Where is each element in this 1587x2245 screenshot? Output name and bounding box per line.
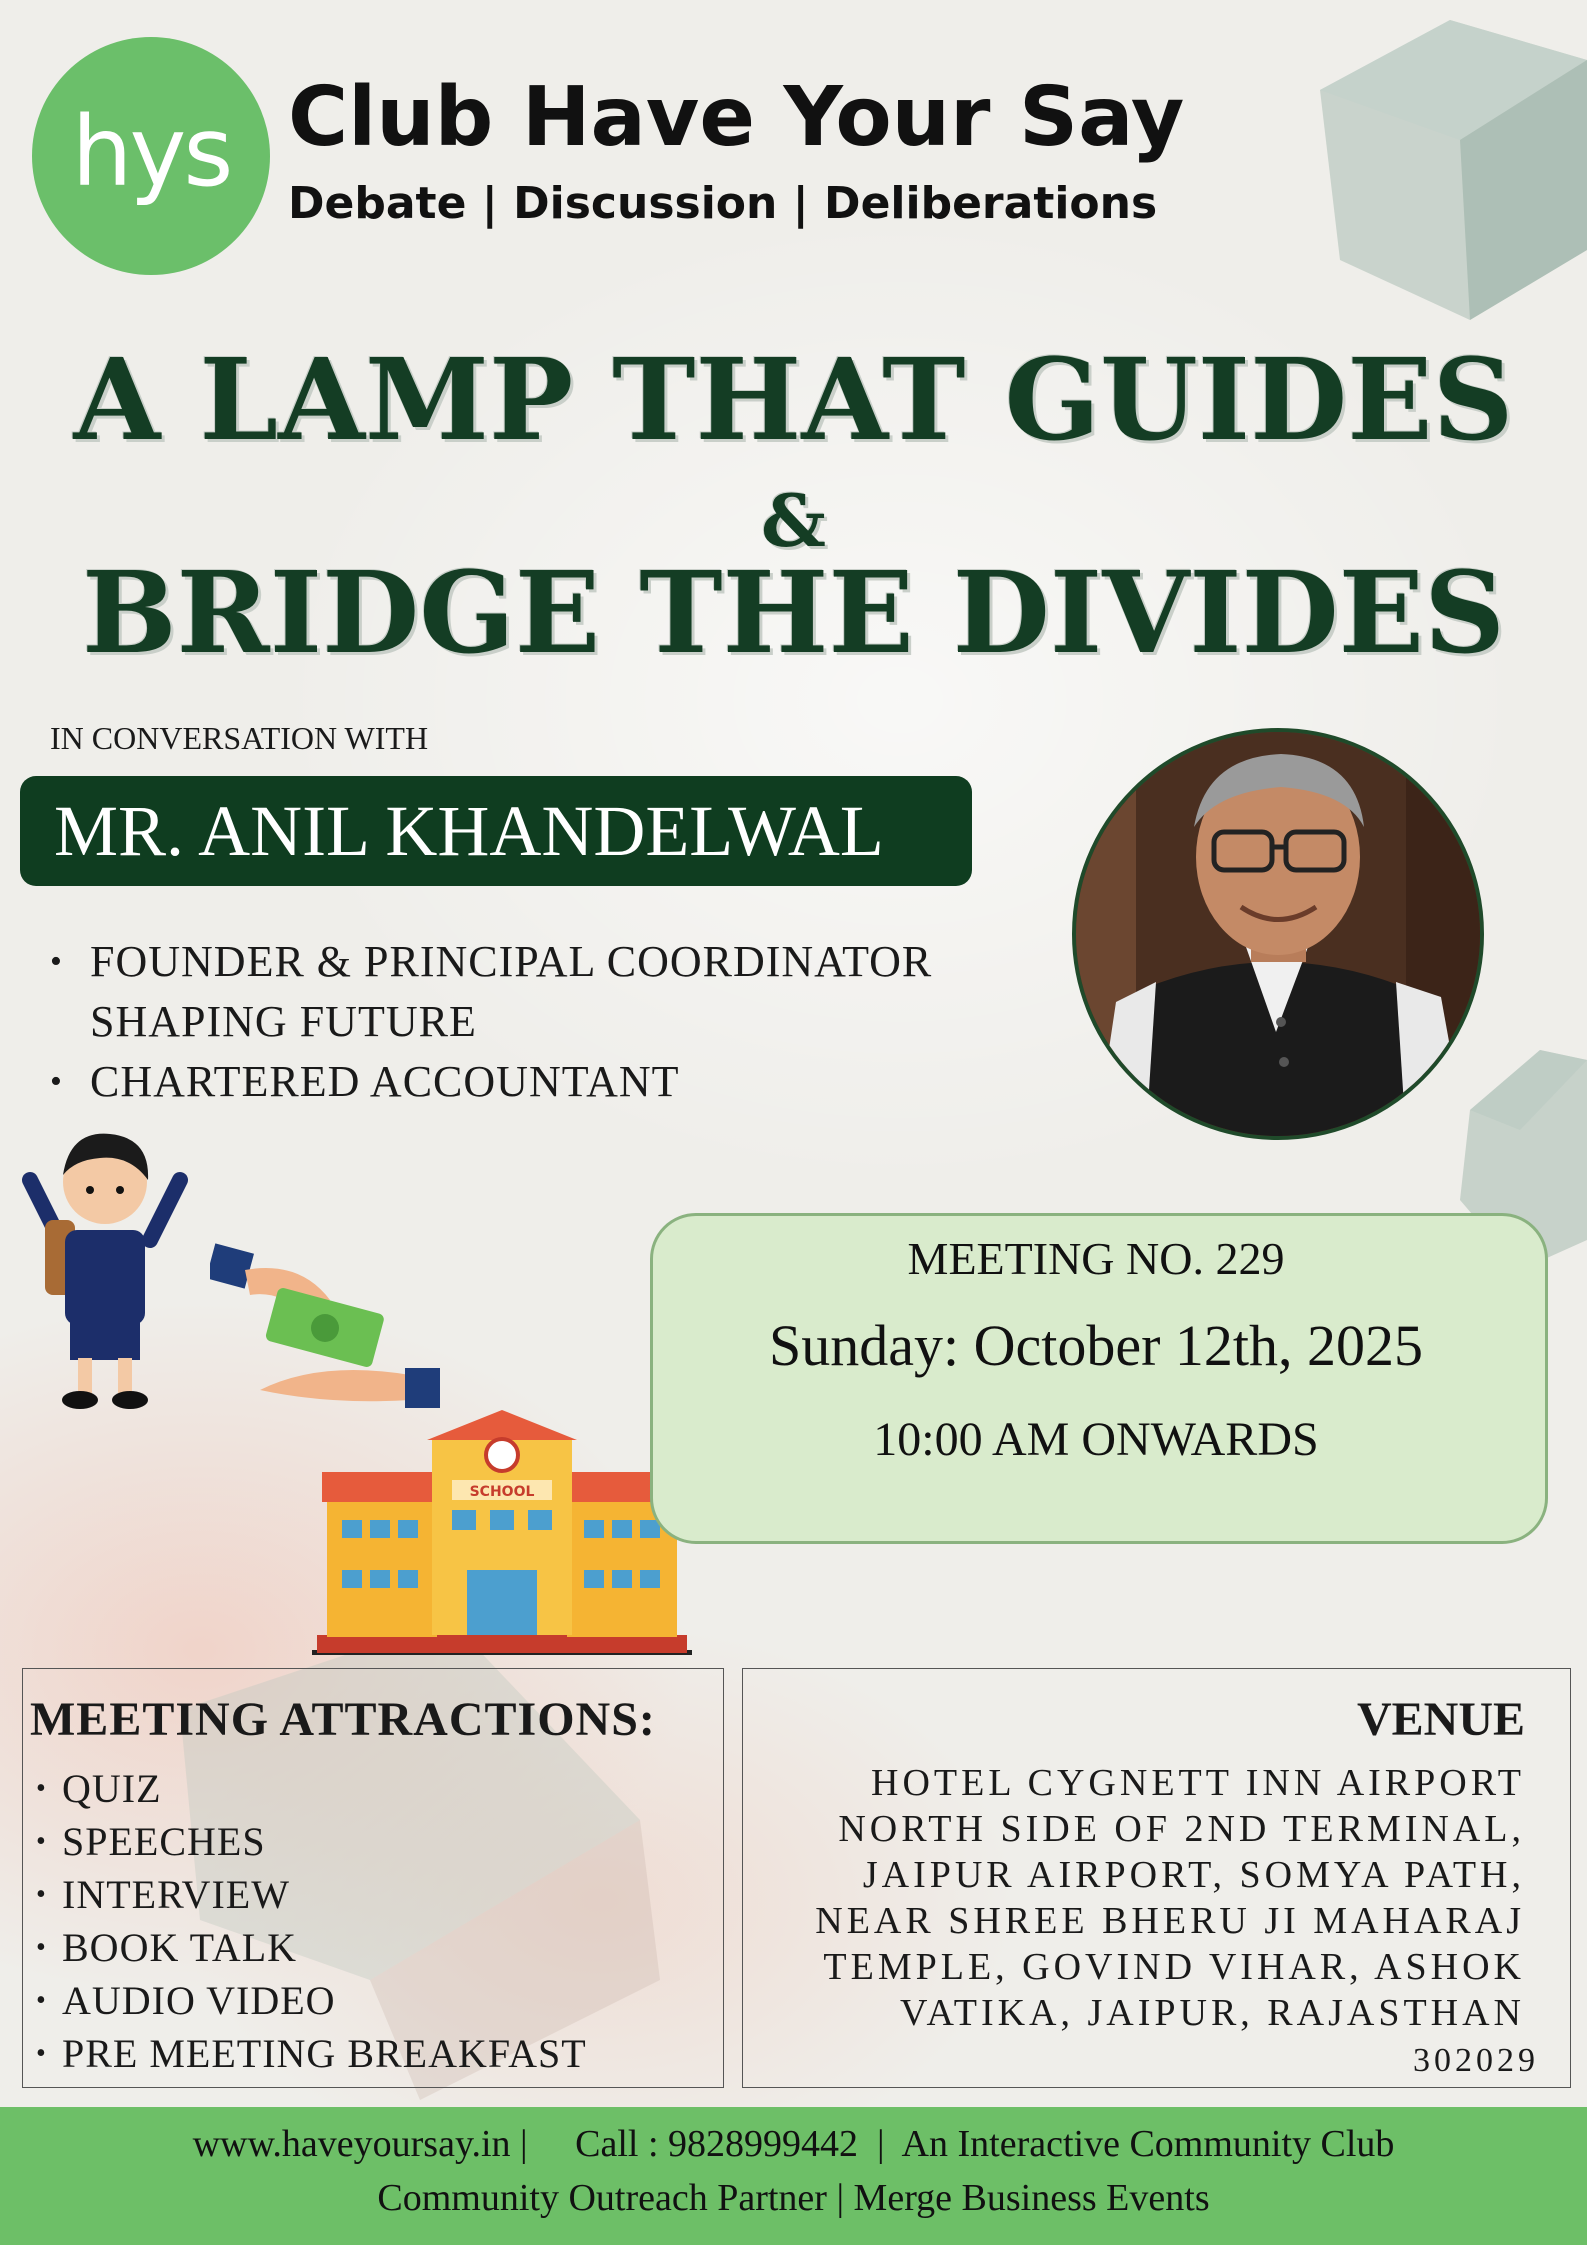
venue-line: VATIKA, JAIPUR, RAJASTHAN	[899, 1992, 1525, 2034]
speaker-photo	[1072, 728, 1484, 1140]
school-sign: SCHOOL	[469, 1484, 535, 1500]
headline-ampersand: &	[760, 478, 826, 563]
decorative-cube-top-right	[1300, 0, 1587, 330]
meeting-date: Sunday: October 12th, 2025	[768, 1313, 1424, 1378]
list-item: • SPEECHES	[36, 1819, 266, 1864]
money-exchange-illustration	[210, 1240, 440, 1420]
speaker-bio	[50, 932, 932, 1112]
list-item: • INTERVIEW	[36, 1872, 290, 1917]
list-item: • AUDIO VIDEO	[36, 1978, 336, 2023]
school-building-illustration	[312, 1410, 692, 1655]
meeting-time: 10:00 AM ONWARDS	[873, 1413, 1319, 1466]
attractions-title: MEETING ATTRACTIONS:	[30, 1693, 656, 1746]
headline-line1: A LAMP THAT GUIDES	[73, 335, 1514, 466]
venue-line: NORTH SIDE OF 2ND TERMINAL,	[838, 1808, 1525, 1850]
student-illustration	[20, 1120, 190, 1410]
list-item: • BOOK TALK	[36, 1925, 298, 1970]
speaker-name: MR. ANIL KHANDELWAL	[54, 790, 884, 871]
venue-pincode: 302029	[1413, 2042, 1539, 2079]
venue-title: VENUE	[1356, 1693, 1525, 1746]
list-item: • PRE MEETING BREAKFAST	[36, 2031, 587, 2076]
attractions-list	[36, 1762, 587, 2080]
venue-line: JAIPUR AIRPORT, SOMYA PATH,	[862, 1854, 1525, 1896]
list-item: • QUIZ	[36, 1766, 162, 1811]
bio-item: • FOUNDER & PRINCIPAL COORDINATOR	[50, 937, 933, 986]
club-tagline: Debate | Discussion | Deliberations	[288, 178, 1158, 229]
bio-item: • CHARTERED ACCOUNTANT	[50, 1057, 680, 1106]
bio-item: SHAPING FUTURE	[90, 997, 477, 1046]
venue-line: NEAR SHREE BHERU JI MAHARAJ	[815, 1900, 1525, 1942]
headline-line2: BRIDGE THE DIVIDES	[82, 548, 1505, 679]
venue-line: HOTEL CYGNETT INN AIRPORT	[871, 1762, 1525, 1804]
footer-partner-line: Community Outreach Partner | Merge Business Events	[377, 2177, 1210, 2219]
speaker-name-banner	[20, 776, 972, 886]
logo	[32, 37, 270, 275]
venue-address	[765, 1760, 1525, 2036]
logo-text: hys	[71, 96, 231, 208]
venue-line: TEMPLE, GOVIND VIHAR, ASHOK	[823, 1946, 1525, 1988]
club-name: Club Have Your Say	[288, 70, 1185, 165]
meeting-number: MEETING NO. 229	[907, 1233, 1285, 1284]
footer-contact-line: www.haveyoursay.in | Call : 9828999442 | An Interactive Community Club	[192, 2123, 1395, 2165]
speaker-intro: IN CONVERSATION WITH	[50, 720, 429, 756]
